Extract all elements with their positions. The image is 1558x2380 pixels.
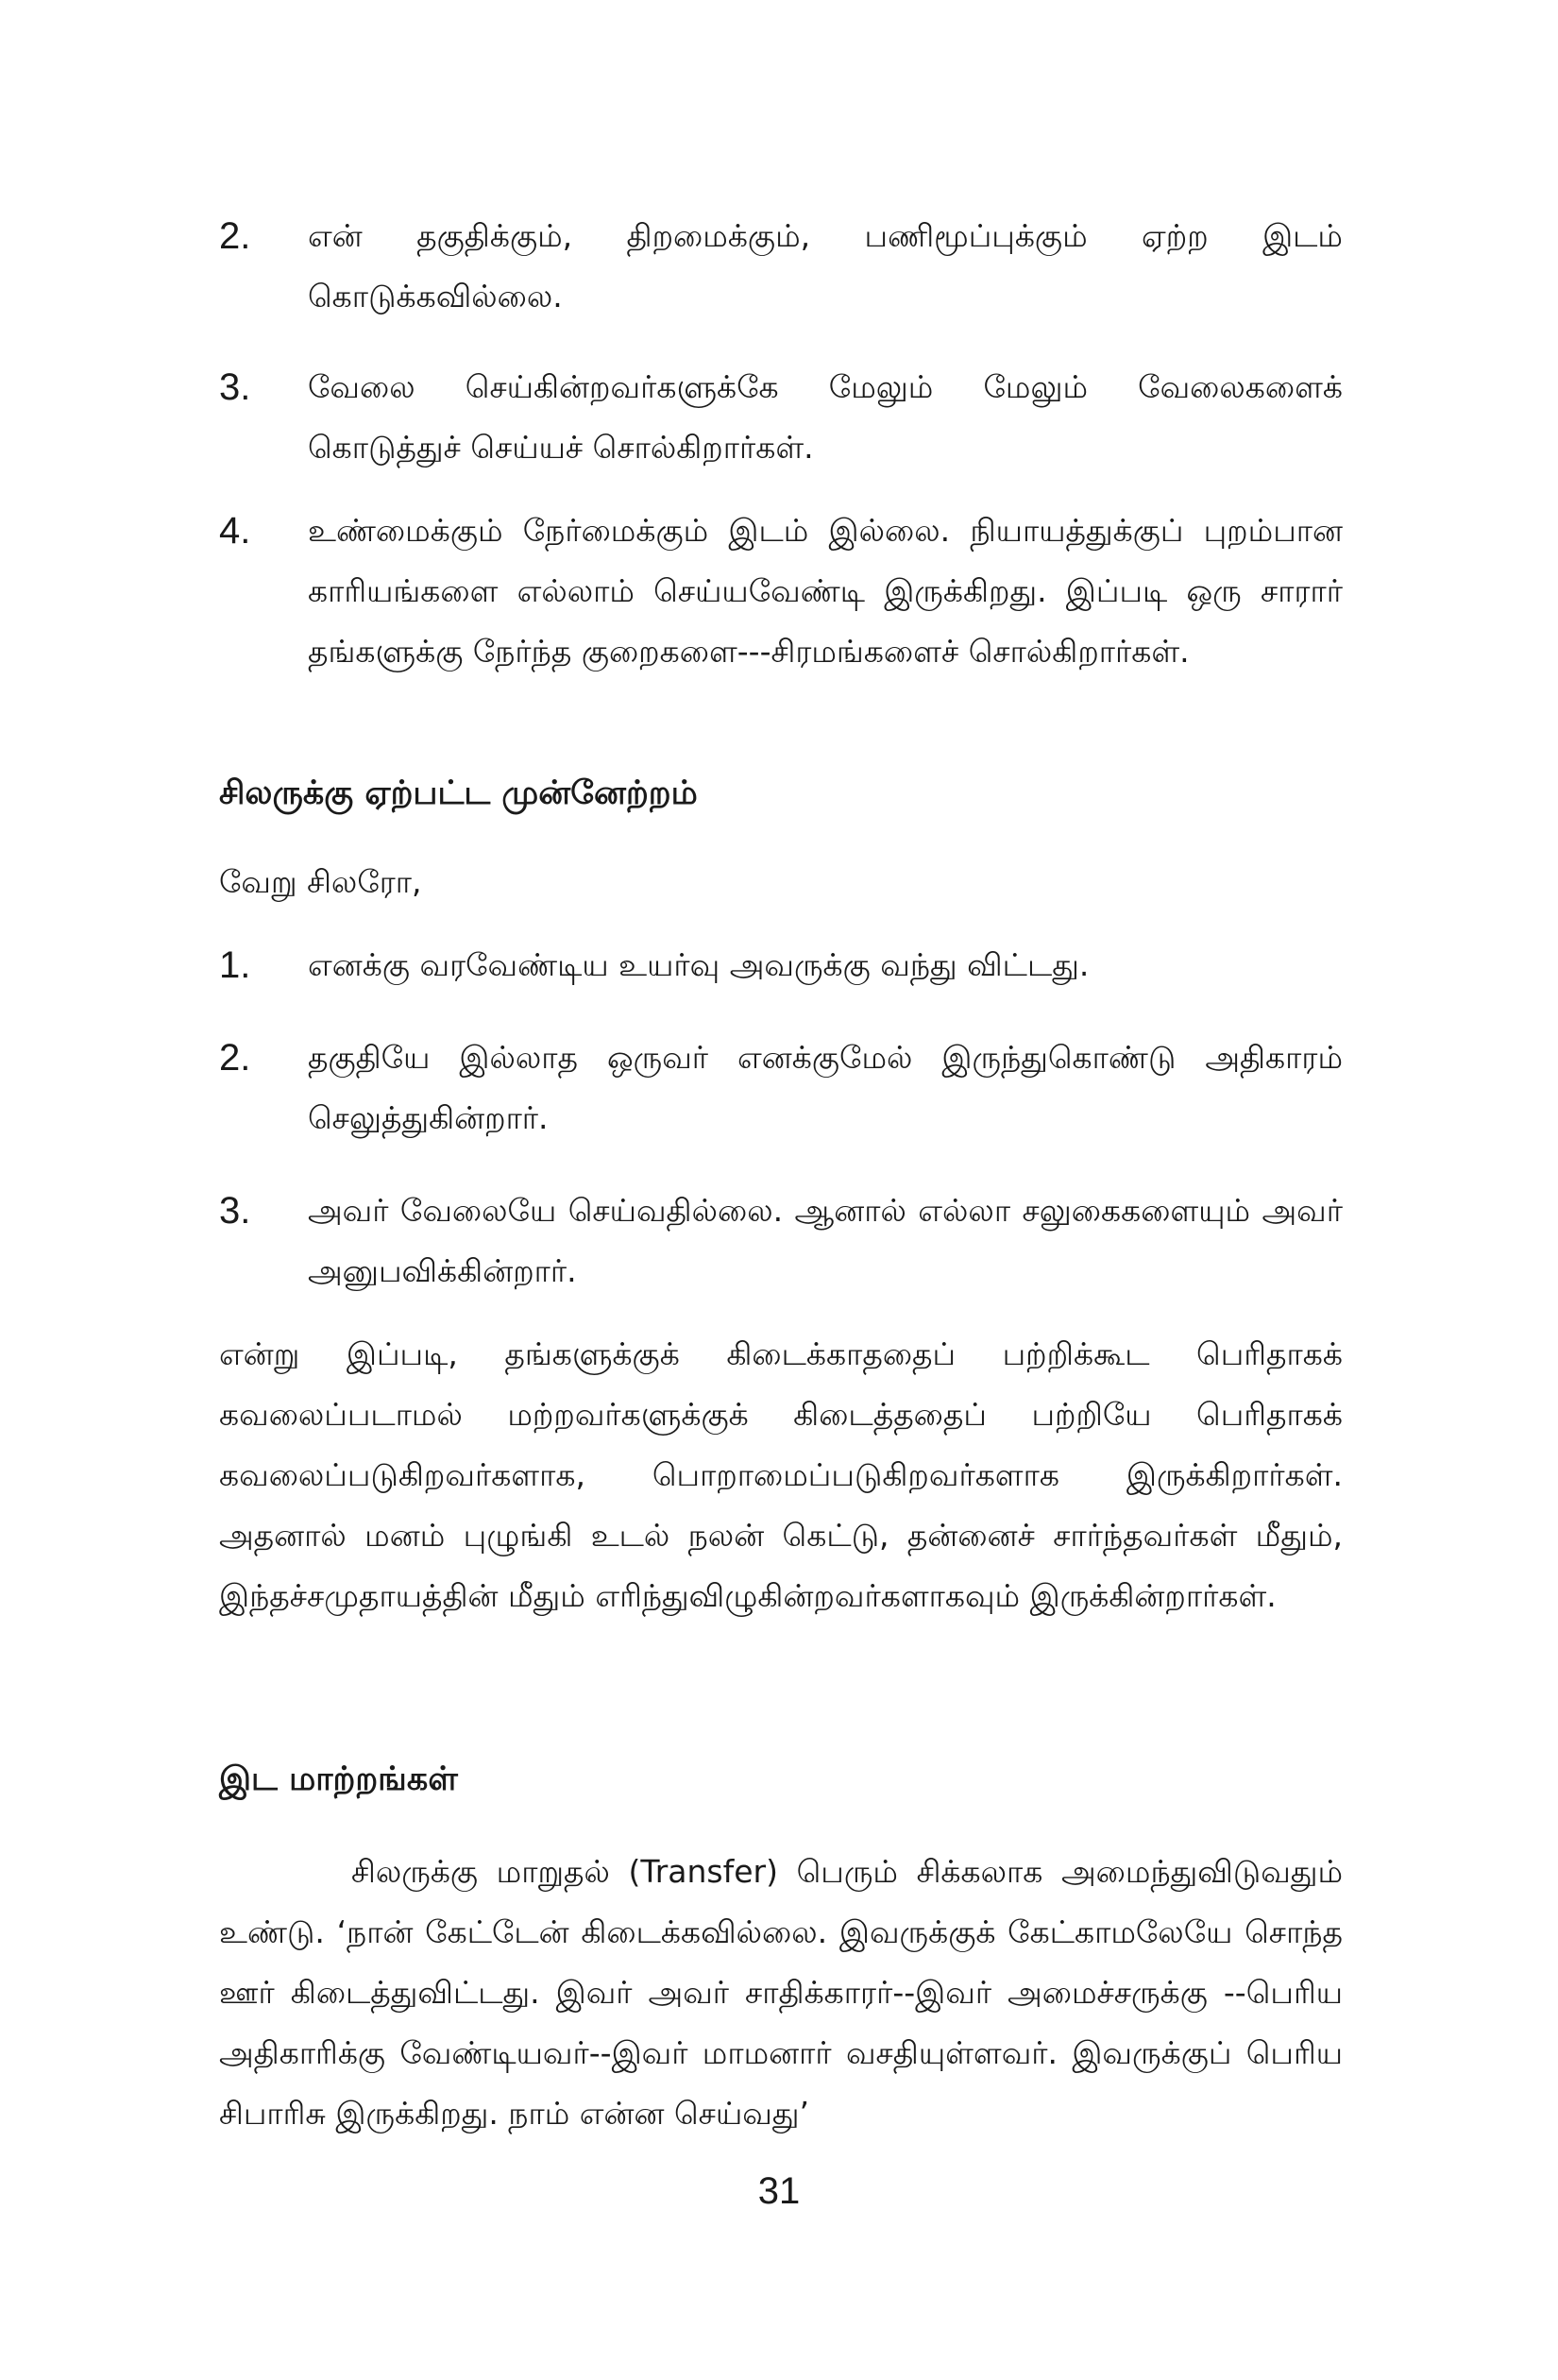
list-item-text: வேலை செய்கின்றவர்களுக்கே மேலும் மேலும் வேலைகளைக் கொடுத்துச் செய்யச் சொல்கிறார்கள். <box>308 368 1343 466</box>
page-number: 31 <box>757 2170 801 2212</box>
list-number: 1. <box>219 944 251 986</box>
section-heading: சிலருக்கு ஏற்பட்ட முன்னேற்றம் <box>219 774 698 812</box>
list-item-text: அவர் வேலையே செய்வதில்லை. ஆனால் எல்லா சலுகைகளையும் அவர் அனுபவிக்கின்றார். <box>308 1192 1343 1289</box>
list-number: 2. <box>219 215 251 257</box>
body-paragraph: சிலருக்கு மாறுதல் (Transfer) பெரும் சிக்கலாக அமைந்துவிடுவதும் உண்டு. ‘நான் கேட்டேன் கிடைக்கவில்லை. இவருக்குக் கேட்காமலேயே சொந்த ஊர் கிடைத்துவிட்டது. இவர் அவர் சாதிக்காரர்--இவர் அமைச்சருக்கு --பெரிய அதிகாரிக்கு வேண்டியவர்--இவர் மாமனார் வசதியுள்ளவர். இவருக்குப் பெரிய சிபாரிசு இருக்கிறது. நாம் என்ன செய்வது’ <box>219 1853 1343 2132</box>
list-item-text: தகுதியே இல்லாத ஒருவர் எனக்குமேல் இருந்துகொண்டு அதிகாரம் செலுத்துகின்றார். <box>308 1039 1343 1136</box>
list-item-text: உண்மைக்கும் நேர்மைக்கும் இடம் இல்லை. நியாயத்துக்குப் புறம்பான காரியங்களை எல்லாம் செய்யவேண்டி இருக்கிறது. இப்படி ஒரு சாரார் தங்களுக்கு நேர்ந்த குறைகளை---சிரமங்களைச் சொல்கிறார்கள். <box>308 512 1343 670</box>
list-item-text: என் தகுதிக்கும், திறமைக்கும், பணிமூப்புக்கும் ஏற்ற இடம் கொடுக்கவில்லை. <box>308 217 1343 314</box>
list-item-text: எனக்கு வரவேண்டிய உயர்வு அவருக்கு வந்து விட்டது. <box>308 946 1090 983</box>
list-number: 3. <box>219 1190 251 1232</box>
section-heading: இட மாற்றங்கள் <box>219 1760 458 1798</box>
list-number: 2. <box>219 1037 251 1079</box>
body-paragraph: என்று இப்படி, தங்களுக்குக் கிடைக்காததைப் பற்றிக்கூட பெரிதாகக் கவலைப்படாமல் மற்றவர்களுக்குக் கிடைத்ததைப் பற்றியே பெரிதாகக் கவலைப்படுகிறவர்களாக, பொறாமைப்படுகிறவர்களாக இருக்கிறார்கள். அதனால் மனம் புழுங்கி உடல் நலன் கெட்டு, தன்னைச் சார்ந்தவர்கள் மீதும், இந்தச்சமுதாயத்தின் மீதும் எரிந்துவிழுகின்றவர்களாகவும் இருக்கின்றார்கள். <box>219 1335 1343 1614</box>
intro-text: வேறு சிலரோ, <box>219 863 422 900</box>
list-number: 4. <box>219 510 251 552</box>
list-number: 3. <box>219 366 251 408</box>
